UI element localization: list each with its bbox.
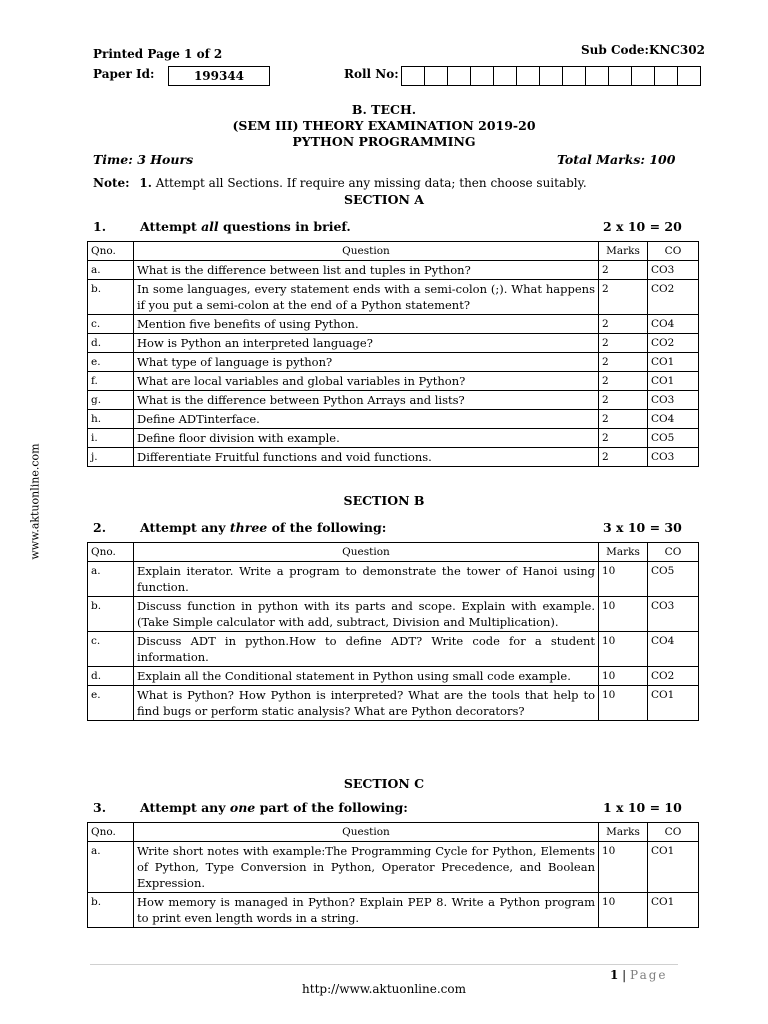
question-text: In some languages, every statement ends with a semi-colon (;). What happens if you put a semi-colon at the end of a Python statement? bbox=[134, 280, 599, 315]
section-a-body bbox=[88, 242, 699, 467]
section-a-number: 1. bbox=[93, 219, 107, 234]
table-header-row bbox=[88, 242, 699, 261]
question-marks: 10 bbox=[599, 686, 648, 721]
roll-digit-box[interactable] bbox=[585, 66, 609, 86]
roll-digit-box[interactable] bbox=[401, 66, 425, 86]
question-marks: 2 bbox=[599, 280, 648, 315]
section-c-number: 3. bbox=[93, 800, 107, 815]
paper-id-box: 199344 bbox=[168, 66, 270, 86]
question-number: j. bbox=[88, 448, 134, 467]
header-qno: Qno. bbox=[88, 242, 134, 261]
question-marks: 10 bbox=[599, 667, 648, 686]
roll-digit-box[interactable] bbox=[562, 66, 586, 86]
header-qno: Qno. bbox=[88, 823, 134, 842]
question-co: CO4 bbox=[648, 315, 699, 334]
question-co: CO1 bbox=[648, 686, 699, 721]
question-text: Discuss ADT in python.How to define ADT? Write code for a student information. bbox=[134, 632, 599, 667]
roll-digit-box[interactable] bbox=[654, 66, 678, 86]
question-marks: 10 bbox=[599, 842, 648, 893]
question-number: d. bbox=[88, 667, 134, 686]
question-number: e. bbox=[88, 686, 134, 721]
paper-id-label: Paper Id: bbox=[93, 67, 155, 81]
question-co: CO1 bbox=[648, 372, 699, 391]
question-co: CO5 bbox=[648, 562, 699, 597]
header-marks: Marks bbox=[599, 823, 648, 842]
section-c-marks: 1 x 10 = 10 bbox=[603, 800, 682, 815]
note-line bbox=[93, 176, 587, 190]
question-number: c. bbox=[88, 315, 134, 334]
table-row bbox=[88, 429, 699, 448]
section-c-body bbox=[88, 823, 699, 928]
section-b-instruction: Attempt any three of the following: bbox=[140, 520, 387, 535]
question-text: What is Python? How Python is interpreted? What are the tools that help to find bugs or perform static analysis? What are Python decorators? bbox=[134, 686, 599, 721]
roll-digit-box[interactable] bbox=[608, 66, 632, 86]
question-text: What is the difference between list and tuples in Python? bbox=[134, 261, 599, 280]
table-row bbox=[88, 334, 699, 353]
table-row bbox=[88, 261, 699, 280]
table-row bbox=[88, 597, 699, 632]
section-b-table bbox=[87, 542, 699, 721]
question-text: What type of language is python? bbox=[134, 353, 599, 372]
question-marks: 2 bbox=[599, 448, 648, 467]
footer-url[interactable]: http://www.aktuonline.com bbox=[302, 982, 466, 996]
question-co: CO3 bbox=[648, 391, 699, 410]
question-marks: 2 bbox=[599, 410, 648, 429]
question-number: a. bbox=[88, 842, 134, 893]
question-co: CO3 bbox=[648, 261, 699, 280]
question-text: Write short notes with example:The Programming Cycle for Python, Elements of Python, Type Conversion in Python, Operator Precedence, and Boolean Expression. bbox=[134, 842, 599, 893]
table-row bbox=[88, 686, 699, 721]
table-row bbox=[88, 391, 699, 410]
header-question: Question bbox=[134, 242, 599, 261]
question-co: CO5 bbox=[648, 429, 699, 448]
roll-digit-box[interactable] bbox=[677, 66, 701, 86]
time-label: Time: 3 Hours bbox=[93, 152, 194, 167]
roll-digit-box[interactable] bbox=[424, 66, 448, 86]
question-text: What is the difference between Python Arrays and lists? bbox=[134, 391, 599, 410]
question-text: Define floor division with example. bbox=[134, 429, 599, 448]
section-c-title: SECTION C bbox=[343, 776, 425, 791]
roll-digit-box[interactable] bbox=[447, 66, 471, 86]
question-co: CO2 bbox=[648, 667, 699, 686]
header-marks: Marks bbox=[599, 543, 648, 562]
sub-code: Sub Code:KNC302 bbox=[581, 43, 705, 57]
table-row bbox=[88, 410, 699, 429]
table-row bbox=[88, 448, 699, 467]
page-indicator: 1 | Page bbox=[610, 968, 668, 982]
question-number: d. bbox=[88, 334, 134, 353]
question-text: How is Python an interpreted language? bbox=[134, 334, 599, 353]
table-row bbox=[88, 280, 699, 315]
question-co: CO1 bbox=[648, 842, 699, 893]
degree-title: B. TECH. bbox=[351, 102, 417, 117]
section-b-marks: 3 x 10 = 30 bbox=[603, 520, 682, 535]
header-qno: Qno. bbox=[88, 543, 134, 562]
table-row bbox=[88, 632, 699, 667]
subject-title: PYTHON PROGRAMMING bbox=[292, 134, 476, 149]
roll-digit-box[interactable] bbox=[493, 66, 517, 86]
header-co: CO bbox=[648, 543, 699, 562]
question-marks: 2 bbox=[599, 372, 648, 391]
table-row bbox=[88, 353, 699, 372]
question-co: CO1 bbox=[648, 893, 699, 928]
section-b-title: SECTION B bbox=[343, 493, 425, 508]
header-co: CO bbox=[648, 242, 699, 261]
question-marks: 10 bbox=[599, 893, 648, 928]
question-text: Explain all the Conditional statement in Python using small code example. bbox=[134, 667, 599, 686]
question-marks: 2 bbox=[599, 429, 648, 448]
question-co: CO2 bbox=[648, 334, 699, 353]
question-co: CO2 bbox=[648, 280, 699, 315]
table-row bbox=[88, 562, 699, 597]
note-text: Attempt all Sections. If require any missing data; then choose suitably. bbox=[155, 176, 587, 190]
question-text: Differentiate Fruitful functions and void functions. bbox=[134, 448, 599, 467]
printed-page: Printed Page 1 of 2 bbox=[93, 47, 223, 61]
section-c-instruction: Attempt any one part of the following: bbox=[140, 800, 408, 815]
question-text: How memory is managed in Python? Explain PEP 8. Write a Python program to print even length words in a string. bbox=[134, 893, 599, 928]
question-co: CO3 bbox=[648, 597, 699, 632]
roll-no-label: Roll No: bbox=[344, 67, 399, 81]
section-b-body bbox=[88, 543, 699, 721]
question-number: h. bbox=[88, 410, 134, 429]
question-text: Mention five benefits of using Python. bbox=[134, 315, 599, 334]
table-row bbox=[88, 372, 699, 391]
side-watermark: www.aktuonline.com bbox=[28, 443, 42, 560]
question-marks: 10 bbox=[599, 597, 648, 632]
question-text: Explain iterator. Write a program to demonstrate the tower of Hanoi using function. bbox=[134, 562, 599, 597]
question-marks: 2 bbox=[599, 334, 648, 353]
roll-digit-box[interactable] bbox=[631, 66, 655, 86]
question-number: e. bbox=[88, 353, 134, 372]
question-text: What are local variables and global variables in Python? bbox=[134, 372, 599, 391]
question-co: CO4 bbox=[648, 410, 699, 429]
question-number: g. bbox=[88, 391, 134, 410]
question-co: CO1 bbox=[648, 353, 699, 372]
exam-title: (SEM III) THEORY EXAMINATION 2019-20 bbox=[232, 118, 536, 133]
total-marks: Total Marks: 100 bbox=[557, 152, 676, 167]
question-number: a. bbox=[88, 562, 134, 597]
question-number: b. bbox=[88, 893, 134, 928]
question-marks: 2 bbox=[599, 315, 648, 334]
table-header-row bbox=[88, 823, 699, 842]
question-co: CO3 bbox=[648, 448, 699, 467]
question-number: b. bbox=[88, 597, 134, 632]
section-a-instruction: Attempt all questions in brief. bbox=[140, 219, 351, 234]
header-co: CO bbox=[648, 823, 699, 842]
note-label: Note: bbox=[93, 176, 130, 190]
roll-digit-box[interactable] bbox=[470, 66, 494, 86]
question-marks: 2 bbox=[599, 261, 648, 280]
section-a-marks: 2 x 10 = 20 bbox=[603, 219, 682, 234]
question-co: CO4 bbox=[648, 632, 699, 667]
question-number: a. bbox=[88, 261, 134, 280]
question-text: Discuss function in python with its parts and scope. Explain with example. (Take Simple calculator with add, subtract, Division and Multiplication). bbox=[134, 597, 599, 632]
question-marks: 10 bbox=[599, 562, 648, 597]
header-question: Question bbox=[134, 543, 599, 562]
header-question: Question bbox=[134, 823, 599, 842]
question-number: c. bbox=[88, 632, 134, 667]
section-a-title: SECTION A bbox=[343, 192, 425, 207]
footer-divider bbox=[90, 964, 678, 965]
table-row bbox=[88, 893, 699, 928]
question-number: b. bbox=[88, 280, 134, 315]
roll-no-boxes[interactable] bbox=[402, 66, 701, 86]
question-text: Define ADTinterface. bbox=[134, 410, 599, 429]
section-b-number: 2. bbox=[93, 520, 107, 535]
note-number: 1. bbox=[139, 176, 152, 190]
section-a-table bbox=[87, 241, 699, 467]
question-marks: 10 bbox=[599, 632, 648, 667]
question-number: i. bbox=[88, 429, 134, 448]
table-row bbox=[88, 315, 699, 334]
section-c-table bbox=[87, 822, 699, 928]
roll-digit-box[interactable] bbox=[516, 66, 540, 86]
table-header-row bbox=[88, 543, 699, 562]
header-marks: Marks bbox=[599, 242, 648, 261]
question-number: f. bbox=[88, 372, 134, 391]
question-marks: 2 bbox=[599, 353, 648, 372]
table-row bbox=[88, 842, 699, 893]
roll-digit-box[interactable] bbox=[539, 66, 563, 86]
question-marks: 2 bbox=[599, 391, 648, 410]
table-row bbox=[88, 667, 699, 686]
